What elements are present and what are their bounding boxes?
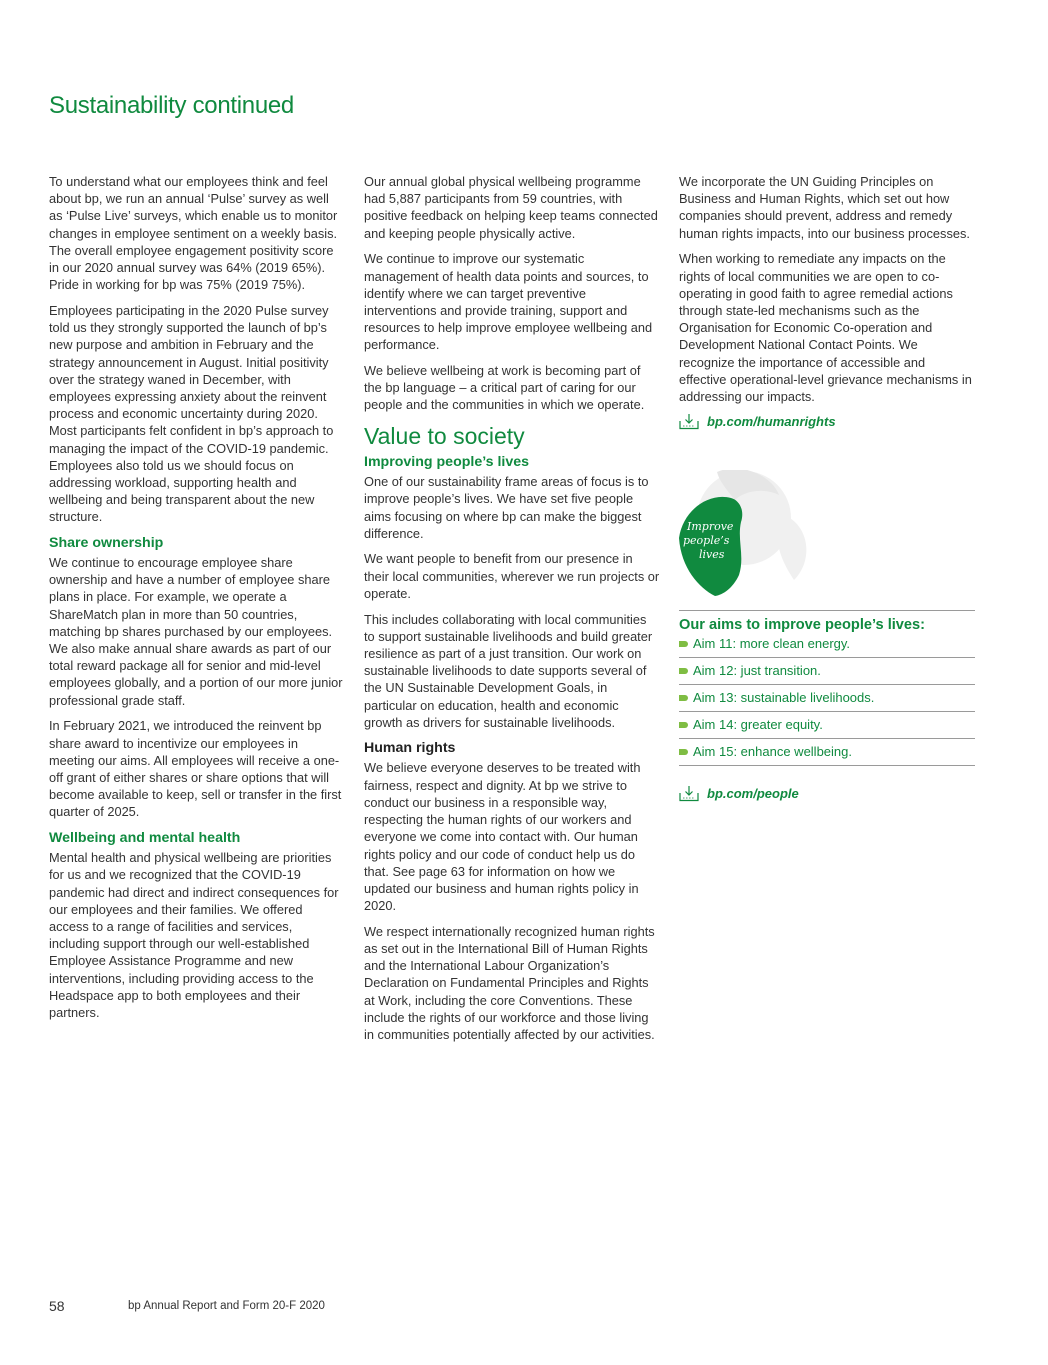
link-human-rights[interactable] [679, 414, 975, 430]
heading-human-rights: Human rights [364, 740, 456, 757]
aim-text: Aim 14: greater equity. [693, 716, 823, 732]
paragraph: This includes collaborating with local communities to support sustainable livelihoods and build greater resilience as part of a just transition. Our work on sustainable livelihoods to date supports several of the UN Sustainable Development Goals, in particular on education, health and economic growth as drivers for sustainable livelihoods. [364, 611, 653, 730]
paragraph: We continue to encourage employee share ownership and have a number of employee share plans in place. For example, we operate a ShareMatch plan in more than 50 countries, matching bp shares purchased by our employees. We also make annual share awards as part of our total reward package all for senior and mid-level employees globally, and a portion of our more junior professional grade staff. [49, 555, 343, 708]
aims-title: Our aims to improve people’s lives: [679, 610, 975, 635]
download-icon [679, 414, 699, 430]
improve-lives-graphic [679, 470, 975, 610]
paragraph: We respect internationally recognized human rights as set out in the International Bill of Human Rights and the International Labour Organization’s Declaration on Fundamental Principles and Rights at Work, including the core Conventions. These include the rights of our workforce and those living in communities potentially affected by our activities. [364, 923, 655, 1043]
graphic-text: Improve people’s lives [683, 519, 734, 561]
bullet-icon [679, 722, 688, 728]
list-item [679, 712, 975, 739]
paragraph: We continue to improve our systematic management of health data points and sources, to identify where we can target preventive interventions and provide training, support and resources to help improve employee wellbeing and performance. [364, 251, 653, 353]
swirl-logo-icon [679, 470, 975, 610]
bullet-icon [679, 749, 688, 755]
heading-wellbeing: Wellbeing and mental health [49, 830, 241, 847]
paragraph: In February 2021, we introduced the reinvent bp share award to incentivize our employees in meeting our aims. All employees will receive a one-off grant of either shares or share options that will become available to keep, sell or transfer in the first quarter of 2025. [49, 718, 342, 820]
heading-improving-lives: Improving people’s lives [364, 454, 530, 471]
list-item [679, 739, 975, 766]
download-icon [679, 786, 699, 802]
paragraph: To understand what our employees think and feel about bp, we run an annual ‘Pulse’ survey as well as ‘Pulse Live’ surveys, which enable us to monitor changes in employee sentiment on a weekly basis. The overall employee engagement positivity score in our 2020 annual survey was 64% (2019 65%). Pride in working for bp was 75% (2019 75%). [49, 174, 338, 293]
page-number: 58 [49, 1298, 65, 1314]
paragraph: Employees participating in the 2020 Pulse survey told us they strongly supported the launch of bp’s new purpose and ambition in February and the strategy announcement in August. Initial positivity over the strategy waned in December, with employees expressing anxiety about the reinvent process and economic uncertainty during 2020. Most participants felt confident in bp’s approach to managing the impact of the COVID-19 pandemic. Employees also told us we should focus on addressing workload, supporting health and wellbeing and being transparent about the new structure. [49, 302, 334, 525]
heading-share-ownership: Share ownership [49, 535, 164, 552]
publication-name: bp Annual Report and Form 20-F 2020 [128, 1300, 325, 1312]
aim-text: Aim 13: sustainable livelihoods. [693, 689, 875, 705]
title-main: Sustainability [49, 92, 187, 119]
bullet-icon [679, 695, 688, 701]
link-text[interactable]: bp.com/people [707, 786, 799, 802]
paragraph: We believe wellbeing at work is becoming part of the bp language – a critical part of caring for our people and the communities in which we operate. [364, 363, 645, 413]
column-2 [364, 173, 660, 1052]
paragraph: We believe everyone deserves to be treated with fairness, respect and dignity. At bp we strive to conduct our business in a responsible way, respecting the human rights of our workers and everyone we come into contact with. Our human rights policy and our code of conduct help us do that. See page 63 for information on how we updated our business and human rights policy in 2020. [364, 760, 641, 914]
link-text[interactable]: bp.com/humanrights [707, 414, 836, 430]
aim-text: Aim 15: enhance wellbeing. [693, 743, 852, 759]
column-3 [679, 173, 975, 802]
paragraph: When working to remediate any impacts on the rights of local communities we are open to co-operating in good faith to agree remedial actions through state-led mechanisms such as the Organisation for Economic Co-operation and Development National Contact Points. We recognize the importance of accessible and effective operational-level grievance mechanisms in addressing our impacts. [679, 251, 972, 404]
list-item [679, 635, 975, 658]
title-continued: continued [192, 92, 294, 119]
aims-list [679, 635, 975, 766]
paragraph: Our annual global physical wellbeing programme had 5,887 participants from 59 countries, with positive feedback on helping keep teams connected and keeping people physically active. [364, 174, 658, 241]
list-item [679, 658, 975, 685]
paragraph: We incorporate the UN Guiding Principles on Business and Human Rights, which set out how companies should prevent, address and remedy human rights impacts, into our business processes. [679, 174, 970, 241]
paragraph: Mental health and physical wellbeing are priorities for us and we recognized that the COVID-19 pandemic had direct and indirect consequences for our employees and their families. We offered access to a range of facilities and services, including support through our well-established Employee Assistance Programme and new interventions, including providing access to the Headspace app to both employees and their partners. [49, 850, 339, 1020]
heading-value-to-society: Value to society [364, 423, 525, 450]
list-item [679, 685, 975, 712]
aim-text: Aim 11: more clean energy. [693, 635, 851, 651]
bullet-icon [679, 641, 688, 647]
column-1 [49, 173, 345, 1030]
page-title [49, 92, 294, 120]
bullet-icon [679, 668, 688, 674]
paragraph: One of our sustainability frame areas of focus is to improve people’s lives. We have set five people aims focusing on where bp can make the biggest difference. [364, 474, 649, 541]
aim-text: Aim 12: just transition. [693, 662, 821, 678]
link-people[interactable] [679, 786, 975, 802]
paragraph: We want people to benefit from our presence in their local communities, wherever we run projects or operate. [364, 551, 660, 601]
